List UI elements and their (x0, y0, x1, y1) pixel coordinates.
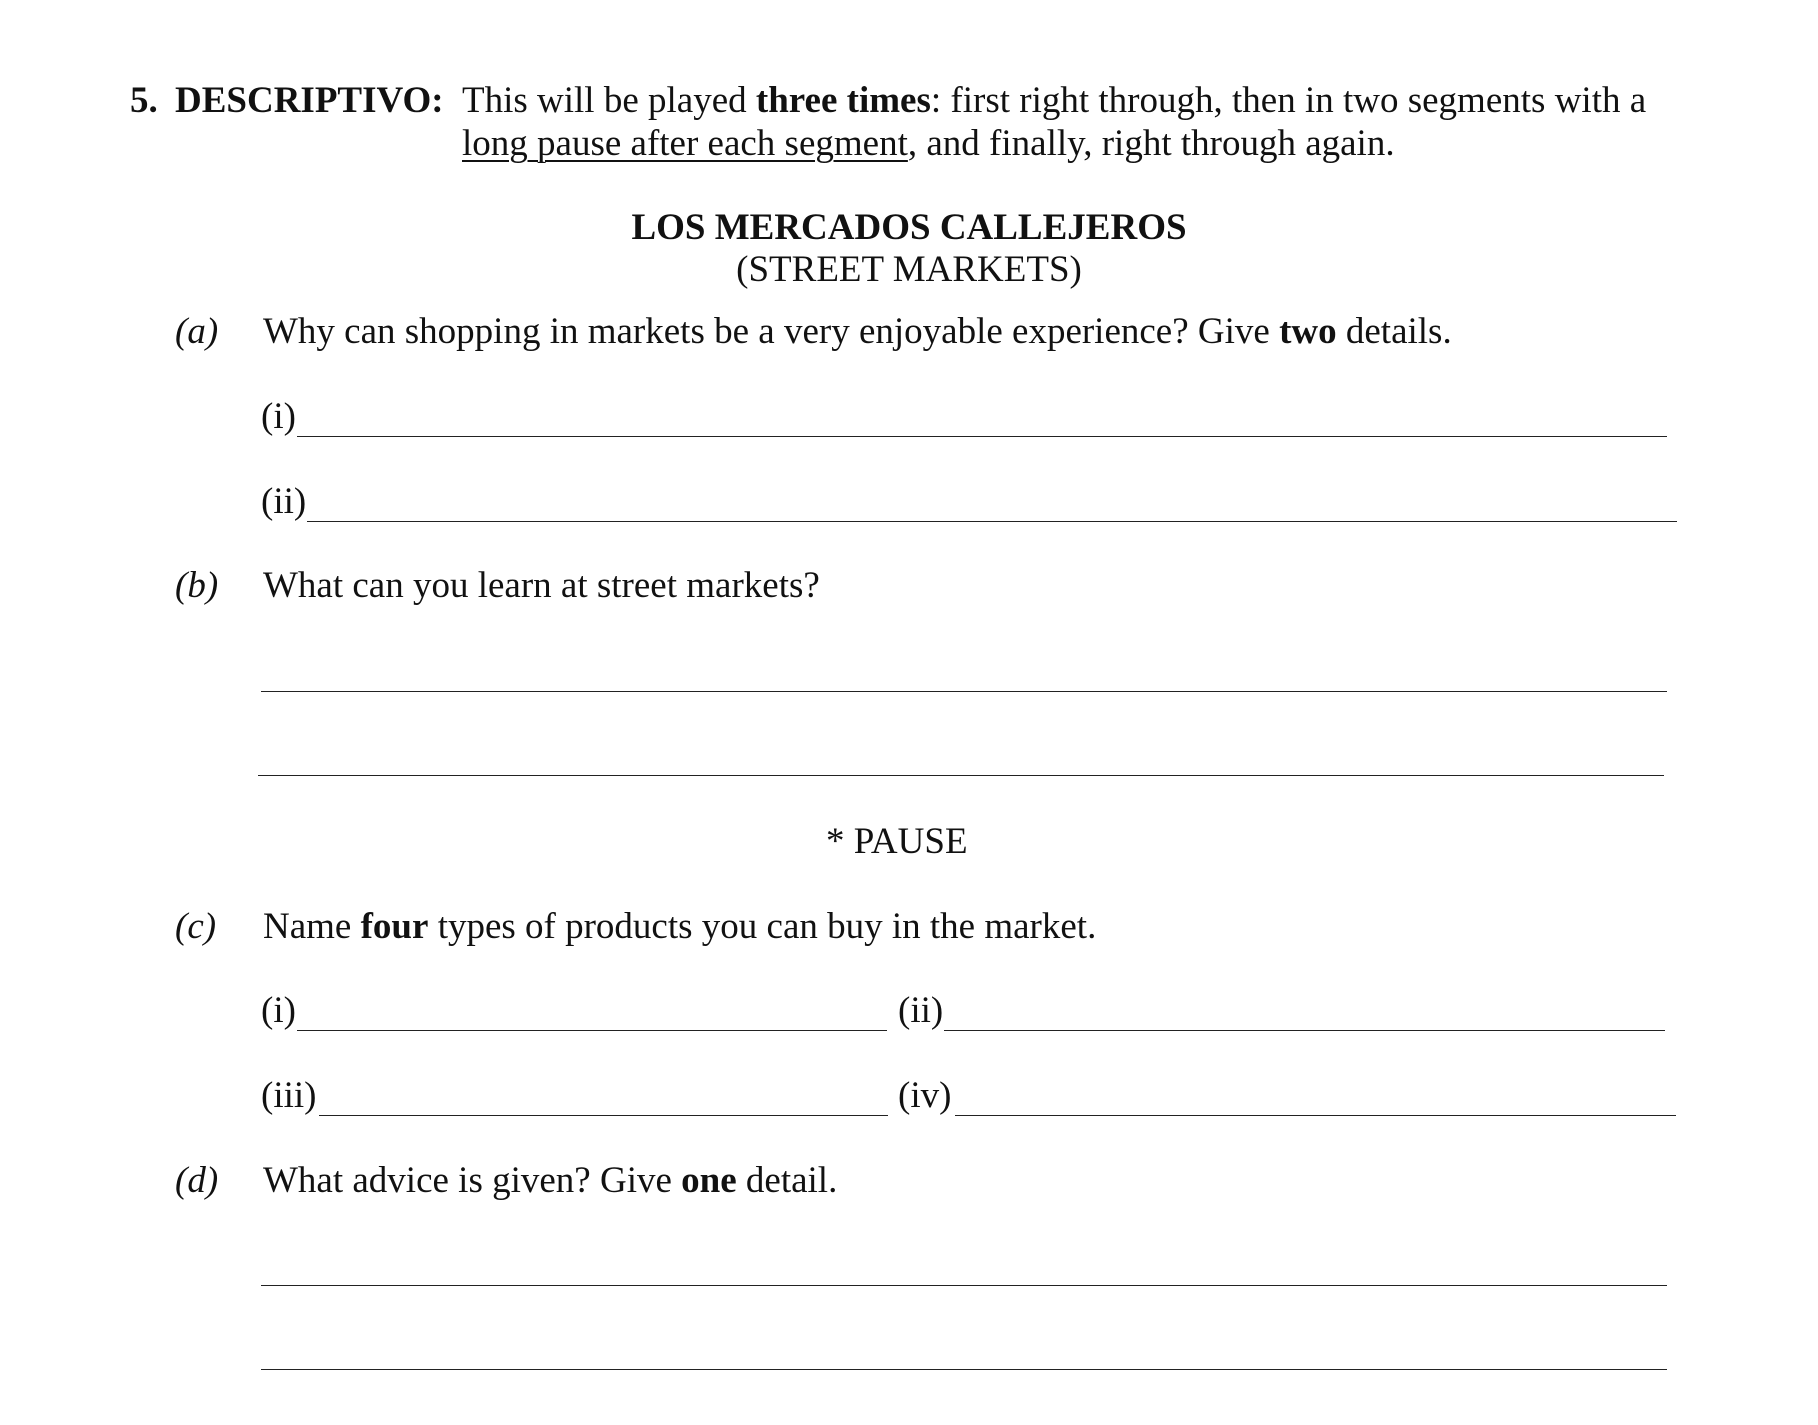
part-b-letter: (b) (175, 565, 219, 606)
answer-label-a-ii: (ii) (261, 481, 307, 522)
question-text: detail. (736, 1160, 838, 1201)
answer-label-c-ii: (ii) (898, 990, 944, 1031)
passage-title: LOS MERCADOS CALLEJEROS (631, 207, 1187, 248)
answer-line-a-ii[interactable] (307, 521, 1677, 522)
part-a-letter: (a) (175, 311, 219, 352)
question-text: details. (1336, 311, 1452, 352)
instructions-text: , and finally, right through again. (907, 123, 1395, 164)
answer-line-c-i[interactable] (297, 1030, 887, 1031)
passage-subtitle: (STREET MARKETS) (736, 249, 1082, 290)
question-label: DESCRIPTIVO: (175, 80, 444, 121)
question-emphasis: four (360, 906, 429, 947)
answer-line-c-iv[interactable] (955, 1115, 1676, 1116)
part-d-question (263, 1159, 837, 1203)
instructions-text: : first right through, then in two segments with a (930, 80, 1647, 121)
question-number: 5. (130, 80, 158, 121)
answer-line-a-i[interactable] (297, 436, 1667, 437)
instructions-text: This will be played (462, 80, 756, 121)
instructions-line-2 (462, 122, 1395, 166)
question-text: Why can shopping in markets be a very enjoyable experience? Give (263, 311, 1280, 352)
part-d-letter: (d) (175, 1160, 219, 1201)
answer-line-b-2[interactable] (258, 775, 1664, 776)
answer-label-c-iii: (iii) (261, 1075, 317, 1116)
part-c-question (263, 905, 1096, 949)
part-b-question: What can you learn at street markets? (263, 565, 820, 606)
instructions-emphasis: three times (755, 80, 931, 121)
answer-label-c-iv: (iv) (898, 1075, 952, 1116)
question-text: What advice is given? Give (263, 1160, 682, 1201)
pause-marker: * PAUSE (826, 821, 968, 862)
answer-line-b-1[interactable] (261, 691, 1667, 692)
instructions-underlined: long pause after each segment (462, 123, 908, 164)
part-c-letter: (c) (175, 906, 217, 947)
answer-line-c-iii[interactable] (319, 1115, 888, 1116)
answer-label-a-i: (i) (261, 396, 296, 437)
question-text: types of products you can buy in the market. (428, 906, 1097, 947)
part-a-question (263, 310, 1452, 354)
answer-line-d-2[interactable] (261, 1369, 1667, 1370)
question-emphasis: two (1279, 311, 1337, 352)
question-text: Name (263, 906, 361, 947)
instructions-line-1 (462, 79, 1646, 123)
answer-line-c-ii[interactable] (944, 1030, 1665, 1031)
answer-label-c-i: (i) (261, 990, 296, 1031)
question-emphasis: one (681, 1160, 737, 1201)
answer-line-d-1[interactable] (261, 1285, 1667, 1286)
